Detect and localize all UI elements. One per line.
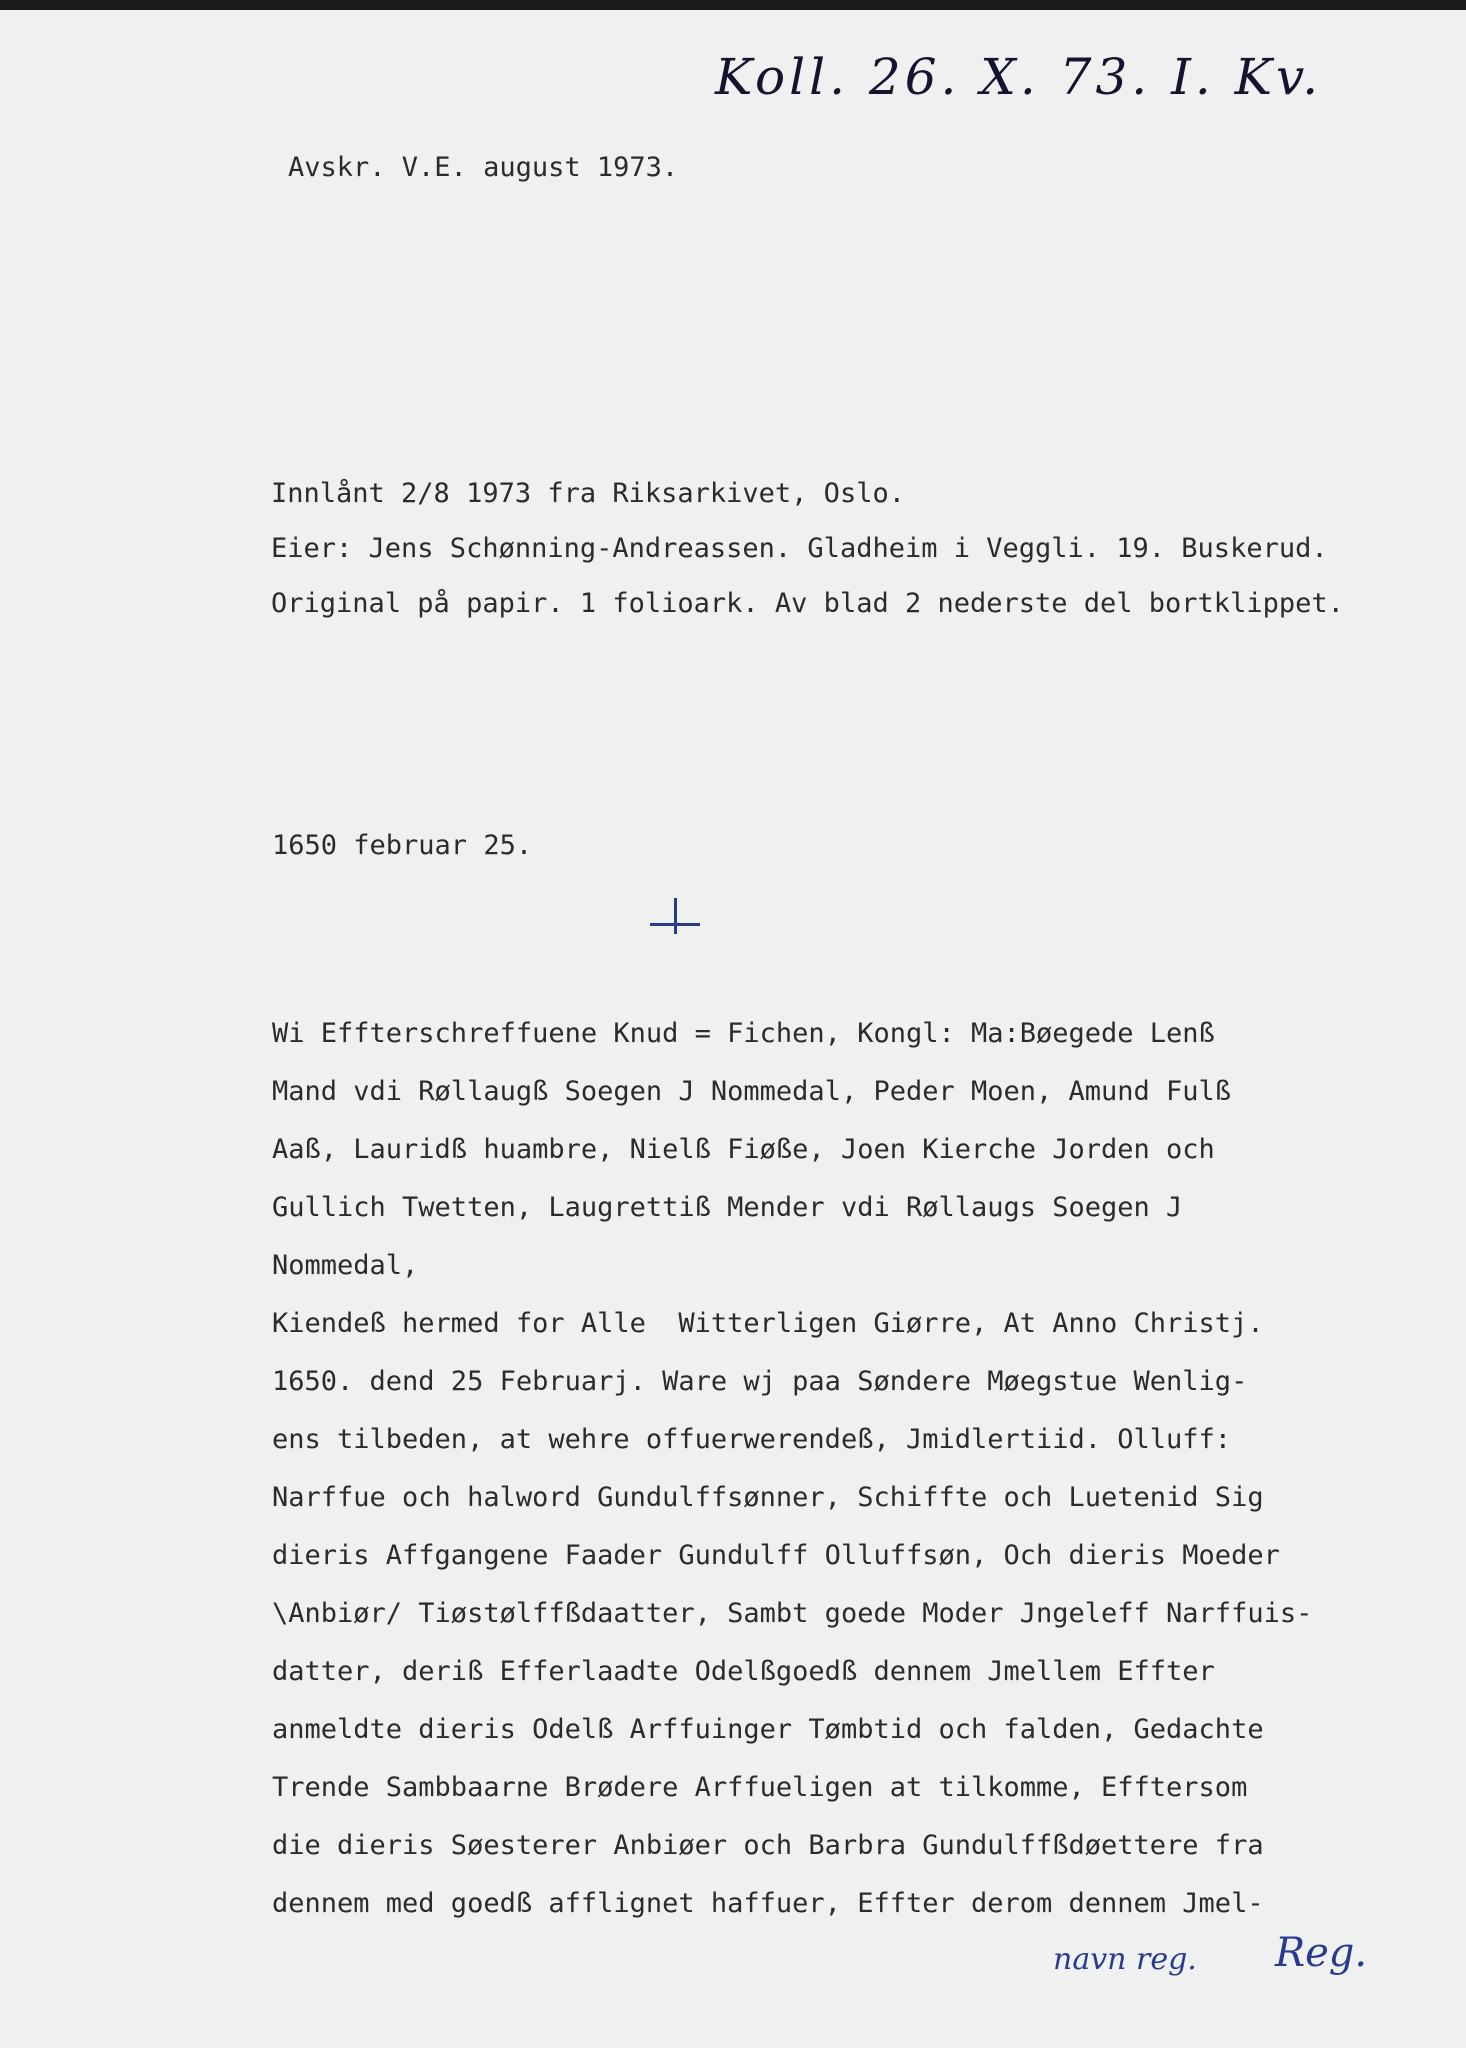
- body-line: die dieris Søesterer Anbiøer och Barbra Gundulffßdøettere fra: [272, 1830, 1264, 1861]
- body-line: Wi Effterschreffuene Knud = Fichen, Kongl: Ma:Bøegede Lenß: [272, 1018, 1215, 1049]
- body-line: ens tilbeden, at wehre offuerwerendeß, Jmidlertiid. Olluff:: [272, 1424, 1232, 1455]
- body-line: 1650. dend 25 Februarj. Ware wj paa Søndere Møegstue Wenlig-: [272, 1366, 1248, 1397]
- body-line: Nommedal,: [272, 1250, 419, 1281]
- body-line: Gullich Twetten, Laugrettiß Mender vdi Røllaugs Soegen J: [272, 1192, 1183, 1223]
- body-line: \Anbiør/ Tiøstølffßdaatter, Sambt goede Moder Jngeleff Narffuis-: [272, 1598, 1313, 1629]
- transcription-note: Avskr. V.E. august 1973.: [288, 152, 679, 183]
- provenance-line: Eier: Jens Schønning-Andreassen. Gladheim i Veggli. 19. Buskerud.: [271, 533, 1328, 564]
- cross-mark-icon: [650, 893, 700, 943]
- body-line: Trende Sambbaarne Brødere Arffueligen at tilkomme, Efftersom: [272, 1772, 1248, 1803]
- body-line: Aaß, Lauridß huambre, Nielß Fiøße, Joen Kierche Jorden och: [272, 1134, 1215, 1165]
- body-line: Narffue och halword Gundulffsønner, Schiffte och Luetenid Sig: [272, 1482, 1264, 1513]
- body-line: datter, deriß Efferlaadte Odelßgoedß dennem Jmellem Effter: [272, 1656, 1215, 1687]
- body-line: anmeldte dieris Odelß Arffuinger Tømbtid och falden, Gedachte: [272, 1714, 1264, 1745]
- body-line: Mand vdi Røllaugß Soegen J Nommedal, Peder Moen, Amund Fulß: [272, 1076, 1232, 1107]
- handwritten-reg-note: Reg.: [1275, 1930, 1368, 1976]
- provenance-line: Original på papir. 1 folioark. Av blad 2 nederste del bortklippet.: [271, 588, 1344, 619]
- document-date: 1650 februar 25.: [272, 830, 533, 861]
- body-line: dieris Affgangene Faader Gundulff Olluffsøn, Och dieris Moeder: [272, 1540, 1280, 1571]
- body-line: dennem med goedß afflignet haffuer, Effter derom dennem Jmel-: [272, 1888, 1264, 1919]
- handwritten-archive-note: Koll. 26. X. 73. I. Kv.: [715, 48, 1323, 106]
- body-line: Kiendeß hermed for Alle Witterligen Giørre, At Anno Christj.: [272, 1308, 1264, 1339]
- handwritten-register-note: navn reg.: [1053, 1942, 1197, 1977]
- scan-border: [0, 0, 1466, 10]
- provenance-line: Innlånt 2/8 1973 fra Riksarkivet, Oslo.: [271, 478, 905, 509]
